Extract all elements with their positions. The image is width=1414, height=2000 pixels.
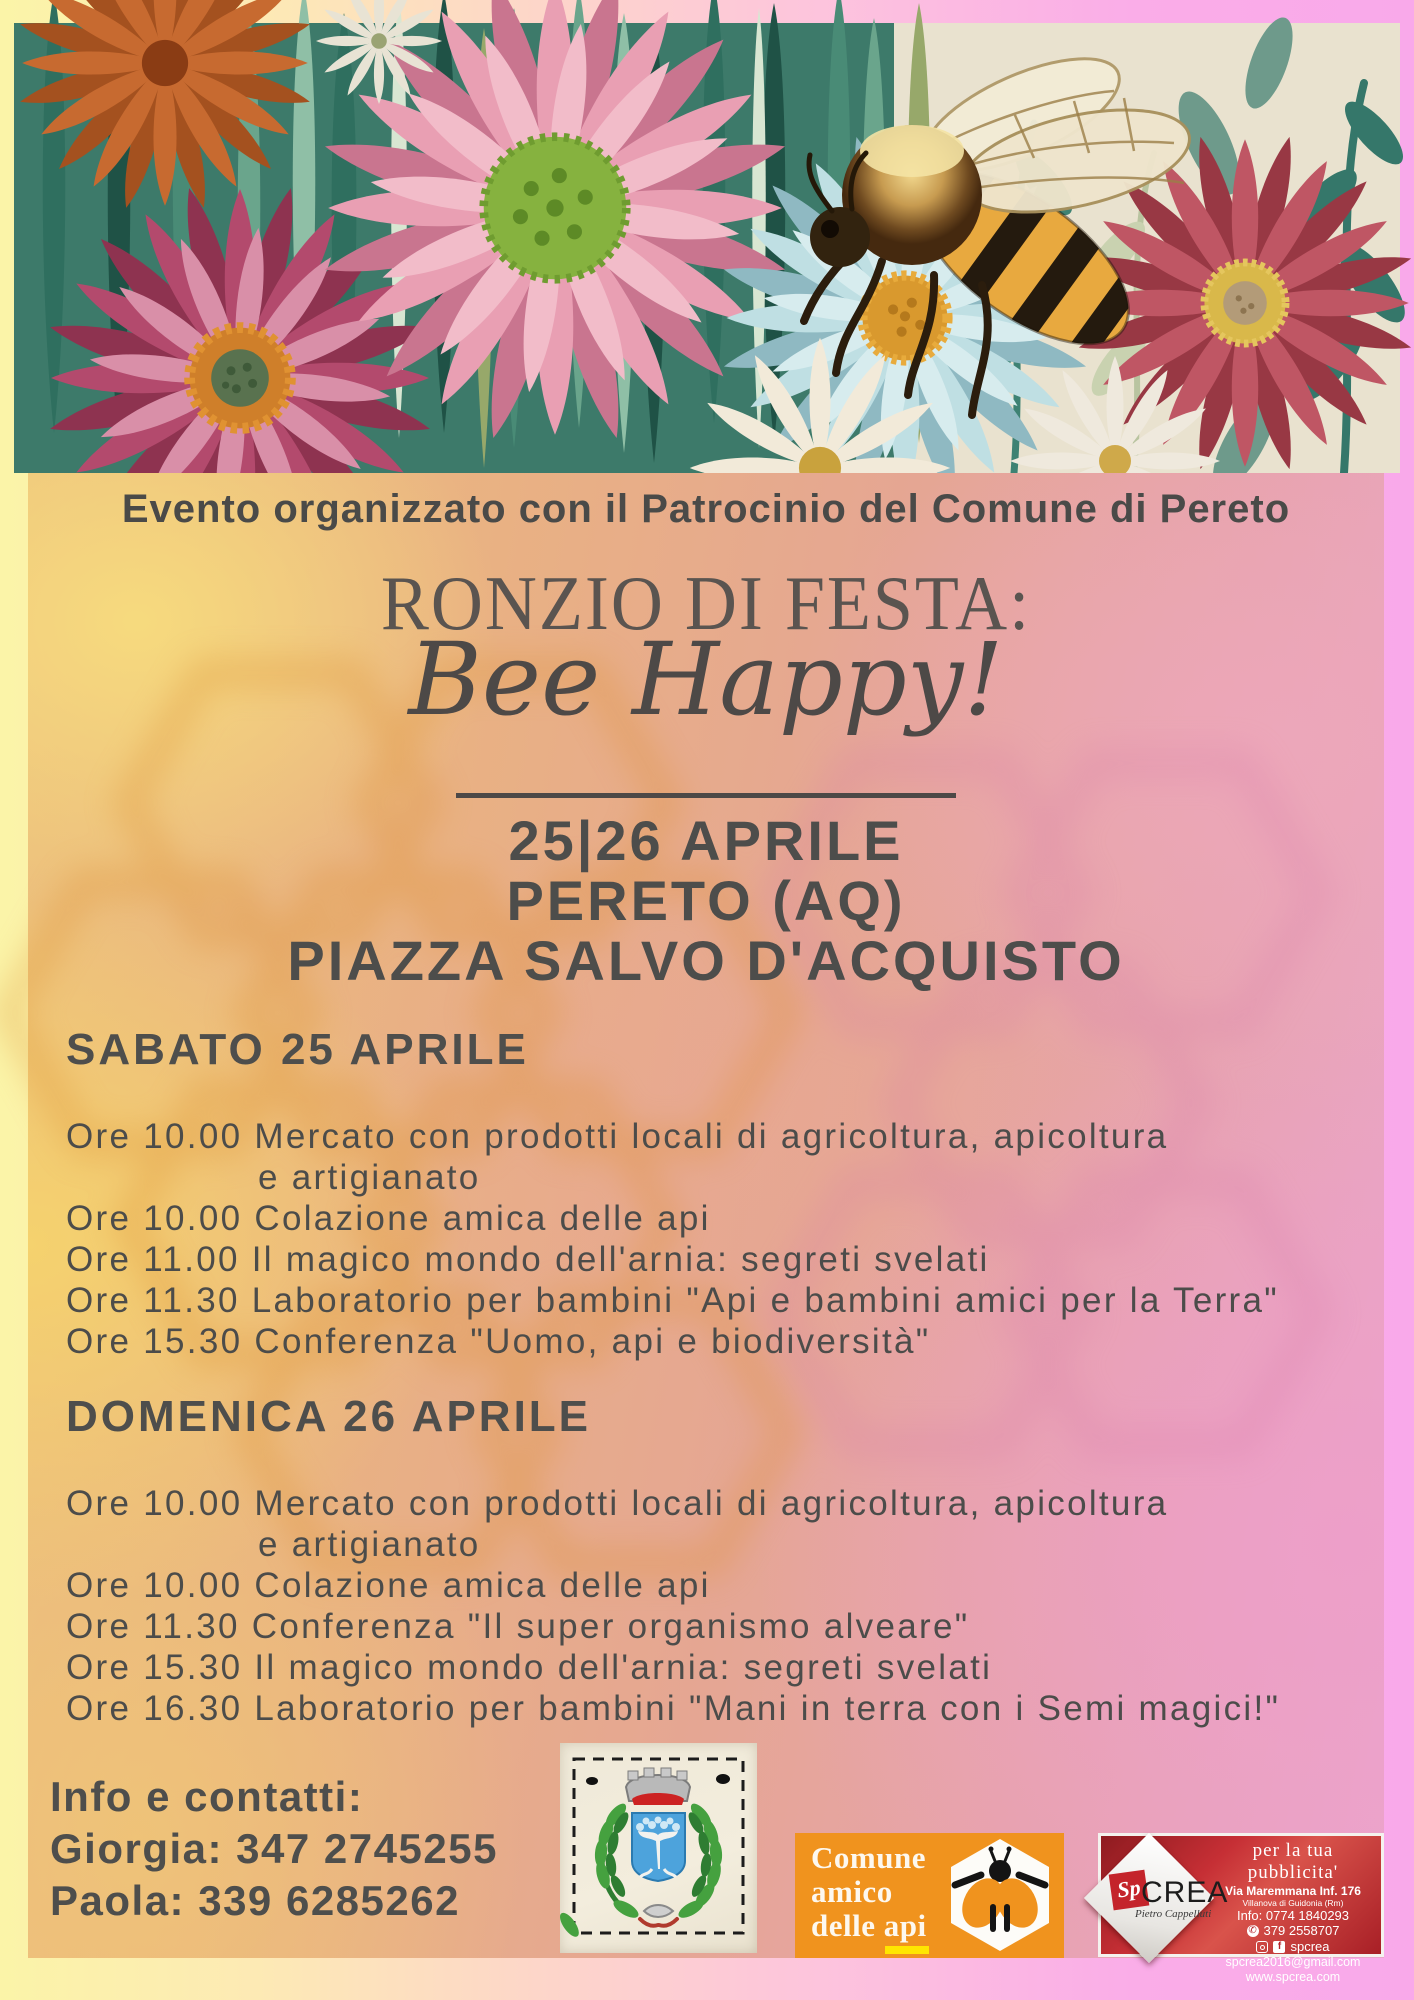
spcrea-brand-sp: Sp xyxy=(1109,1870,1150,1911)
flower-bee-banner xyxy=(14,23,1400,473)
schedule-item: Ore 11.30 Laboratorio per bambini "Api e bambini amici per la Terra" xyxy=(66,1281,1279,1320)
event-venue: PIAZZA SALVO D'ACQUISTO xyxy=(287,929,1125,992)
saturday-schedule xyxy=(66,1116,1376,1362)
event-title: RONZIO DI FESTA: xyxy=(380,560,1032,647)
poster-body xyxy=(28,473,1384,1984)
bee-hexagon-icon xyxy=(795,1833,1064,1958)
coat-of-arms-illustration xyxy=(560,1743,757,1953)
spcrea-owner: Pietro Cappelluti xyxy=(1135,1908,1212,1920)
contacts-block xyxy=(50,1771,498,1927)
schedule-item: Ore 11.00 Il magico mondo dell'arnia: segreti svelati xyxy=(66,1240,990,1279)
sunday-heading: DOMENICA 26 APRILE xyxy=(66,1392,592,1441)
schedule-item: Ore 10.00 Colazione amica delle api xyxy=(66,1566,711,1605)
spcrea-social-handle: spcrea xyxy=(1290,1939,1330,1954)
schedule-item: Ore 15.30 Il magico mondo dell'arnia: segreti svelati xyxy=(66,1648,993,1687)
patronage-line: Evento organizzato con il Patrocinio del Comune di Pereto xyxy=(121,487,1291,531)
bee-logo-line1: Comune xyxy=(811,1840,926,1875)
event-town: PERETO (AQ) xyxy=(506,869,906,932)
spcrea-address-town: Villanova di Guidonia (Rm) xyxy=(1242,1898,1344,1908)
spcrea-ad-card xyxy=(1098,1833,1384,1984)
schedule-item: Ore 11.30 Conferenza "Il super organismo alveare" xyxy=(66,1607,970,1646)
contacts-heading: Info e contatti: xyxy=(50,1773,364,1820)
mural-crown xyxy=(626,1768,690,1805)
spcrea-website: www.spcrea.com xyxy=(1245,1970,1341,1984)
spcrea-mobile: 379 2558707 xyxy=(1263,1923,1340,1938)
event-dates-block xyxy=(28,811,1384,991)
spcrea-tagline: per la tua pubblicita' xyxy=(1247,1840,1339,1883)
schedule-item: Ore 10.00 Mercato con prodotti locali di agricoltura, apicoltura xyxy=(66,1117,1169,1156)
contact-paola: Paola: 339 6285262 xyxy=(50,1877,460,1924)
bee-friendly-town-logo xyxy=(795,1833,1064,1958)
schedule-item: Ore 10.00 Mercato con prodotti locali di agricoltura, apicoltura xyxy=(66,1484,1169,1523)
saturday-heading: SABATO 25 APRILE xyxy=(66,1025,529,1074)
schedule-item-continuation: e artigianato xyxy=(258,1158,481,1197)
bee-logo-line3: delle api xyxy=(811,1908,927,1943)
event-subtitle-script: Bee Happy! xyxy=(408,621,1004,738)
instagram-icon xyxy=(1256,1941,1268,1953)
facebook-icon: f xyxy=(1273,1941,1285,1953)
event-date-range: 25|26 APRILE xyxy=(508,809,904,872)
bee-logo-line2: amico xyxy=(811,1874,893,1909)
schedule-item: Ore 15.30 Conferenza "Uomo, api e biodiversità" xyxy=(66,1322,931,1361)
spcrea-info-phone: Info: 0774 1840293 xyxy=(1236,1908,1350,1923)
shield-with-tree xyxy=(632,1813,685,1881)
spcrea-email: spcrea2016@gmail.com xyxy=(1225,1955,1361,1969)
title-divider xyxy=(456,793,956,798)
schedule-item: Ore 10.00 Colazione amica delle api xyxy=(66,1199,711,1238)
spcrea-brand-crea: CREA xyxy=(1141,1876,1229,1909)
pereto-coat-of-arms xyxy=(560,1743,757,1953)
contact-giorgia: Giorgia: 347 2745255 xyxy=(50,1825,498,1872)
phone-icon: ✆ xyxy=(1248,1925,1257,1936)
schedule-item-continuation: e artigianato xyxy=(258,1525,481,1564)
spcrea-address: Via Maremmana Inf. 176 xyxy=(1225,1884,1361,1898)
schedule-item: Ore 16.30 Laboratorio per bambini "Mani in terra con i Semi magici!" xyxy=(66,1689,1281,1728)
flowers-and-bee-illustration xyxy=(14,23,1400,473)
sunday-schedule xyxy=(66,1483,1376,1729)
